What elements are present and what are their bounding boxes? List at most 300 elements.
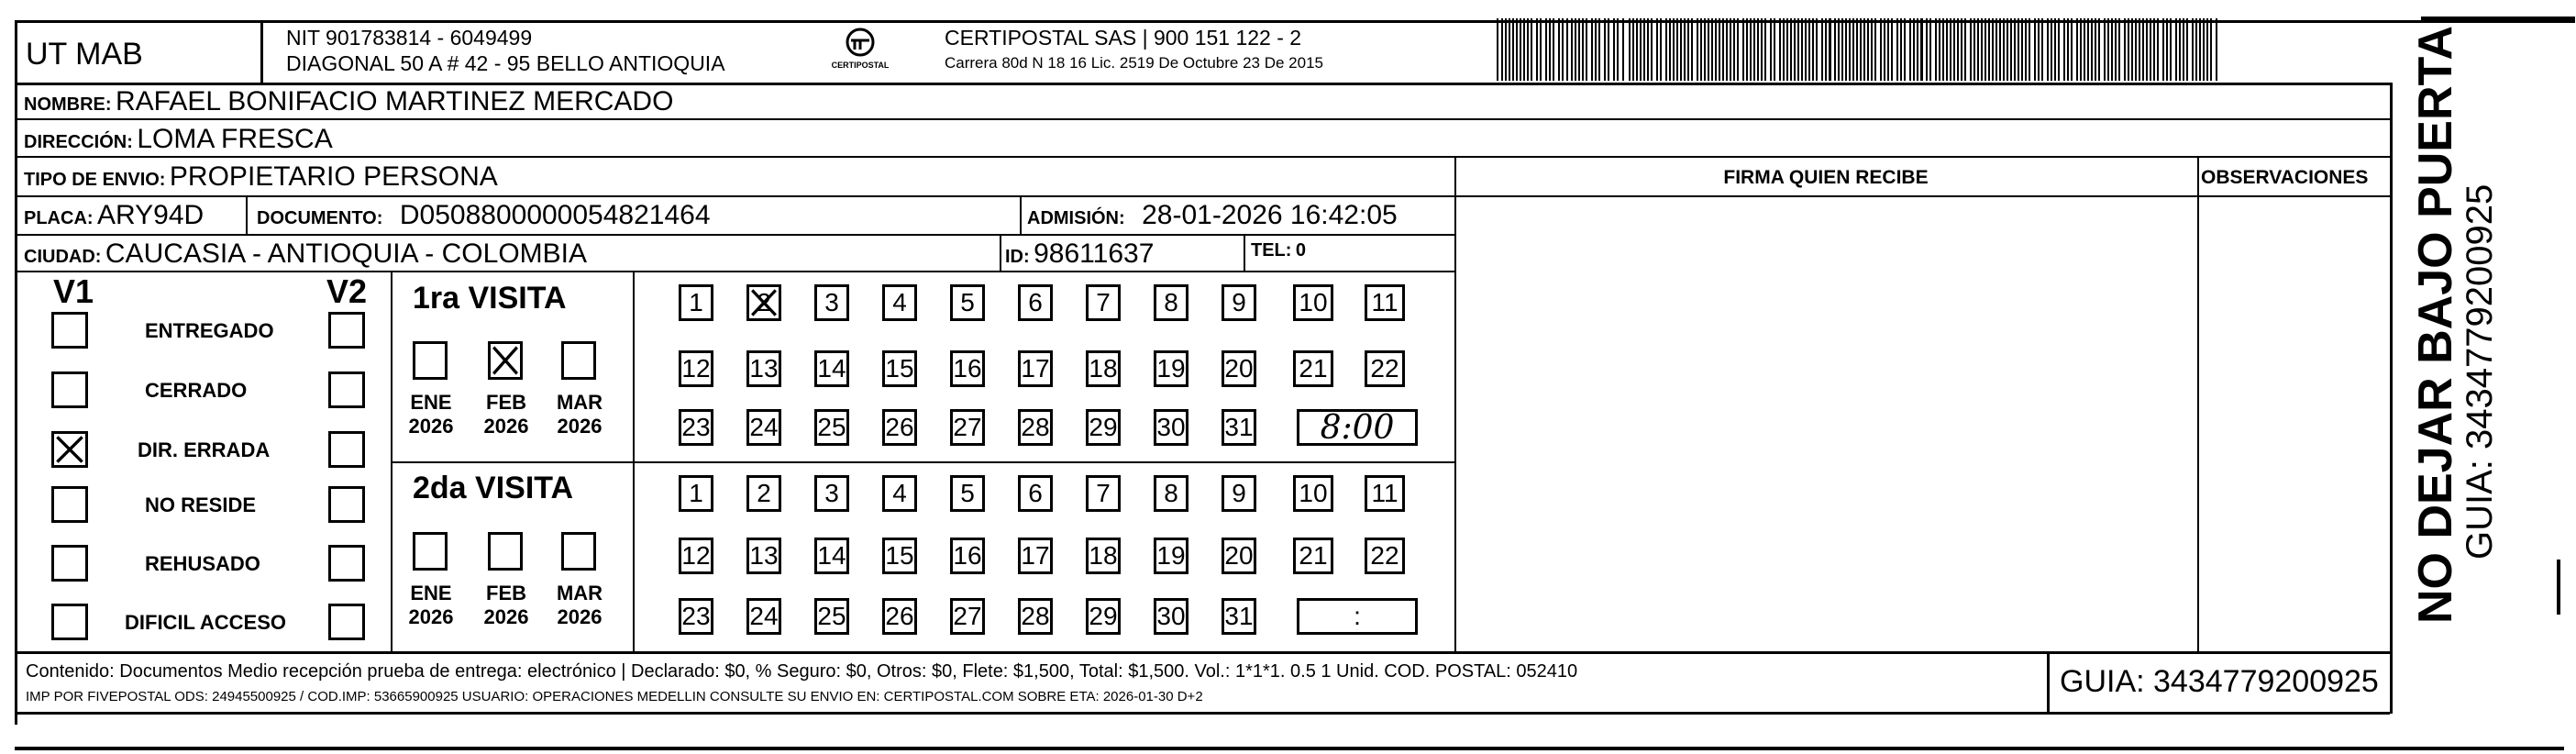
barcode-bar — [1981, 18, 1983, 81]
day-number: 29 — [1089, 602, 1118, 630]
barcode-bar — [1737, 18, 1739, 81]
barcode-bar — [1999, 18, 2001, 81]
barcode-bar — [1770, 18, 1772, 81]
edge-mark — [2557, 560, 2560, 615]
status-label: CERRADO — [145, 379, 248, 402]
certipostal-line2: Carrera 80d N 18 16 Lic. 2519 De Octubre 23 De 2015 — [945, 54, 1323, 72]
month-year: 2026 — [408, 415, 454, 438]
barcode-bar — [1891, 18, 1893, 81]
day-number: 31 — [1224, 413, 1254, 441]
barcode-bar — [2199, 18, 2201, 81]
v2-checkbox[interactable] — [328, 431, 365, 468]
barcode-bar — [2115, 18, 2117, 81]
status-label: REHUSADO — [145, 552, 260, 575]
barcode-bar — [1845, 18, 1847, 81]
barcode-bar — [1647, 18, 1649, 81]
month-year: 2026 — [408, 605, 454, 628]
barcode-bar — [1673, 18, 1675, 81]
day-number: 16 — [953, 541, 982, 570]
day-number: 4 — [892, 288, 907, 316]
day-box[interactable] — [882, 538, 917, 574]
day-box[interactable] — [679, 284, 713, 321]
day-box[interactable] — [814, 284, 849, 321]
visit2-title: 2da VISITA — [413, 471, 574, 505]
day-number: 31 — [1224, 602, 1254, 630]
day-box[interactable] — [1154, 409, 1188, 446]
barcode-bar — [2118, 18, 2120, 81]
bottom-border — [15, 747, 2564, 750]
barcode-bar — [1604, 18, 1606, 81]
day-box[interactable] — [950, 409, 985, 446]
day-number: 22 — [1370, 354, 1399, 383]
day-box[interactable] — [1086, 409, 1121, 446]
barcode-bar — [1867, 18, 1869, 81]
day-box[interactable] — [1154, 475, 1188, 512]
day-number: 20 — [1224, 354, 1254, 383]
day-box[interactable] — [1086, 284, 1121, 321]
barcode-bar — [1985, 18, 1986, 81]
day-box[interactable] — [814, 350, 849, 387]
barcode-bar — [2021, 18, 2023, 81]
month-name: MAR — [556, 391, 603, 414]
barcode-bar — [2095, 18, 2096, 81]
barcode-bar — [1540, 18, 1542, 81]
day-box[interactable] — [1293, 538, 1333, 574]
barcode-bar — [2038, 18, 2040, 81]
day-number: 13 — [749, 541, 779, 570]
barcode-bar — [1926, 18, 1928, 81]
day-box[interactable] — [882, 350, 917, 387]
day-number: 1 — [689, 288, 703, 316]
barcode-bar — [2203, 18, 2205, 81]
day-box[interactable] — [882, 598, 917, 635]
barcode-bar — [1953, 18, 1955, 81]
barcode-bar — [1909, 18, 1911, 81]
barcode-bar — [1708, 18, 1709, 81]
day-box[interactable] — [1086, 598, 1121, 635]
day-box[interactable] — [1154, 284, 1188, 321]
day-check-mark — [749, 287, 779, 318]
barcode-bar — [1595, 18, 1597, 81]
row-line-4 — [15, 234, 1454, 236]
month-year: 2026 — [557, 415, 603, 438]
v1-checkbox[interactable] — [51, 604, 88, 640]
barcode-bar — [2054, 18, 2056, 81]
barcode-bar — [1805, 18, 1807, 81]
day-box[interactable] — [1222, 350, 1256, 387]
barcode-bar — [1697, 18, 1698, 81]
barcode-bar — [2179, 18, 2181, 81]
barcode-bar — [1816, 18, 1818, 81]
barcode-bar — [1622, 18, 1624, 81]
day-box[interactable] — [1018, 598, 1053, 635]
day-box[interactable] — [1154, 598, 1188, 635]
barcode-bar — [2058, 18, 2060, 81]
day-number: 15 — [885, 541, 914, 570]
barcode-bar — [1838, 18, 1840, 81]
barcode-bar — [1715, 18, 1717, 81]
id-row — [1005, 238, 1154, 270]
day-number: 2 — [757, 288, 771, 316]
day-number: 5 — [960, 479, 975, 507]
day-box[interactable] — [1222, 598, 1256, 635]
day-number: 27 — [953, 413, 982, 441]
barcode-bar — [1797, 18, 1799, 81]
day-number: 26 — [885, 413, 914, 441]
barcode-bar — [1939, 18, 1940, 81]
barcode-bar — [2076, 18, 2078, 81]
footer-guia-divider — [2047, 651, 2050, 714]
day-box[interactable] — [950, 538, 985, 574]
barcode-bar — [1856, 18, 1858, 81]
day-box[interactable] — [1086, 350, 1121, 387]
obs-left-line — [2197, 156, 2199, 651]
day-number: 6 — [1028, 288, 1043, 316]
day-number: 15 — [885, 354, 914, 383]
status-label: NO RESIDE — [145, 493, 257, 516]
month-checkbox[interactable] — [488, 341, 523, 380]
barcode-bar — [1913, 18, 1915, 81]
day-number: 17 — [1021, 354, 1050, 383]
day-number: 3 — [824, 288, 839, 316]
barcode-bar — [1790, 18, 1792, 81]
day-number: 21 — [1299, 354, 1328, 383]
admision-row — [1027, 200, 1398, 231]
direccion-row — [24, 124, 333, 155]
barcode-bar — [1617, 18, 1619, 81]
v1-checkbox[interactable] — [51, 486, 88, 523]
v2-label: V2 — [326, 272, 368, 310]
v1-checkbox[interactable] — [51, 431, 88, 468]
barcode-bar — [2087, 18, 2089, 81]
day-number: 17 — [1021, 541, 1050, 570]
id-divider — [1000, 234, 1001, 271]
day-box[interactable] — [882, 409, 917, 446]
day-box[interactable] — [1018, 284, 1053, 321]
barcode-bar — [1920, 18, 1923, 81]
barcode-bar — [1687, 18, 1689, 81]
barcode-bar — [2216, 18, 2217, 81]
barcode-bar — [1582, 18, 1584, 81]
day-number: 24 — [749, 602, 779, 630]
day-box[interactable] — [1222, 475, 1256, 512]
barcode-bar — [2029, 18, 2030, 81]
day-number: 5 — [960, 288, 975, 316]
admision-label: ADMISIÓN: — [1027, 208, 1125, 228]
barcode-bar — [1992, 18, 1994, 81]
v2-checkbox[interactable] — [328, 312, 365, 349]
barcode-bar — [2157, 18, 2159, 81]
row-line-2 — [15, 156, 2390, 158]
barcode-bar — [1640, 18, 1642, 81]
barcode-bar — [1801, 18, 1803, 81]
barcode-bar — [2063, 18, 2065, 81]
day-box[interactable] — [1222, 284, 1256, 321]
time-value: 8:00 — [1320, 408, 1395, 447]
day-box[interactable] — [1018, 409, 1053, 446]
tipo-value: PROPIETARIO PERSONA — [169, 161, 498, 192]
day-box[interactable] — [679, 598, 713, 635]
day-number: 11 — [1371, 479, 1399, 507]
barcode-bar — [1834, 18, 1836, 81]
time-box[interactable] — [1297, 598, 1418, 635]
admision-value: 28-01-2026 16:42:05 — [1142, 200, 1398, 230]
day-number: 19 — [1156, 354, 1186, 383]
barcode-bar — [1733, 18, 1735, 81]
ciudad-row — [24, 238, 587, 270]
barcode-bar — [1812, 18, 1814, 81]
tipo-label: TIPO DE ENVIO: — [24, 170, 166, 190]
barcode-bar — [1730, 18, 1731, 81]
day-number: 28 — [1021, 413, 1050, 441]
day-box[interactable] — [746, 409, 781, 446]
barcode-bar — [2047, 18, 2049, 81]
nit-text: NIT 901783814 - 6049499 — [286, 26, 533, 50]
barcode-bar — [1852, 18, 1854, 81]
barcode-bar — [1942, 18, 1944, 81]
barcode-bar — [1726, 18, 1728, 81]
documento-row — [257, 200, 711, 231]
barcode-bar — [1656, 18, 1658, 81]
barcode-bar — [1680, 18, 1682, 81]
day-number: 14 — [817, 354, 846, 383]
barcode-bar — [1505, 18, 1507, 81]
barcode-bar — [1950, 18, 1951, 81]
barcode-bar — [1591, 18, 1593, 81]
barcode-bar — [1794, 18, 1796, 81]
barcode-bar — [1636, 18, 1638, 81]
barcode-bar — [1516, 18, 1518, 81]
v2-checkbox[interactable] — [328, 604, 365, 640]
barcode-bar — [2206, 18, 2208, 81]
admision-divider — [1020, 195, 1022, 234]
barcode-bar — [2080, 18, 2082, 81]
day-box[interactable] — [679, 350, 713, 387]
barcode-bar — [1553, 18, 1554, 81]
day-box[interactable] — [679, 538, 713, 574]
address-text: DIAGONAL 50 A # 42 - 95 BELLO ANTIOQUIA — [286, 51, 725, 75]
placa-row — [24, 200, 204, 231]
barcode-bar — [1884, 18, 1885, 81]
footer-bottom-line — [15, 712, 2390, 715]
day-box[interactable] — [746, 598, 781, 635]
barcode-bar — [2091, 18, 2093, 81]
barcode-bar — [2192, 18, 2194, 81]
day-box[interactable] — [1293, 350, 1333, 387]
barcode-bar — [2150, 18, 2151, 81]
barcode-bar — [1825, 18, 1827, 81]
day-box[interactable] — [814, 475, 849, 512]
day-number: 16 — [953, 354, 982, 383]
barcode-bar — [1849, 18, 1851, 81]
month-checkbox[interactable] — [488, 532, 523, 571]
day-box[interactable] — [1018, 538, 1053, 574]
barcode-bar — [1935, 18, 1937, 81]
day-number: 7 — [1096, 288, 1111, 316]
v1-checkbox[interactable] — [51, 312, 88, 349]
day-number: 20 — [1224, 541, 1254, 570]
v2-checkbox[interactable] — [328, 371, 365, 408]
barcode-bar — [1700, 18, 1702, 81]
day-box[interactable] — [679, 475, 713, 512]
day-box[interactable] — [1365, 284, 1405, 321]
time-box[interactable] — [1297, 409, 1418, 446]
day-box[interactable] — [1293, 284, 1333, 321]
side-guia: GUIA: 3434779200925 — [2460, 183, 2500, 560]
day-box[interactable] — [1222, 538, 1256, 574]
month-checkbox[interactable] — [413, 341, 448, 380]
day-number: 13 — [749, 354, 779, 383]
v2-checkbox[interactable] — [328, 486, 365, 523]
barcode-bar — [1562, 18, 1564, 81]
month-checkbox[interactable] — [561, 532, 596, 571]
barcode — [1497, 18, 2221, 81]
day-number: 9 — [1232, 479, 1246, 507]
header-bottom-line — [15, 83, 2390, 85]
left-border — [15, 20, 17, 725]
day-box[interactable] — [1154, 350, 1188, 387]
barcode-bar — [2034, 18, 2036, 81]
barcode-bar — [1665, 18, 1667, 81]
barcode-bar — [1575, 18, 1576, 81]
day-box[interactable] — [679, 409, 713, 446]
barcode-bar — [2131, 18, 2133, 81]
barcode-bar — [1887, 18, 1889, 81]
day-box[interactable] — [1365, 538, 1405, 574]
day-box[interactable] — [814, 409, 849, 446]
barcode-bar — [1841, 18, 1843, 81]
nombre-value: RAFAEL BONIFACIO MARTINEZ MERCADO — [116, 86, 674, 116]
barcode-bar — [1860, 18, 1862, 81]
day-number: 28 — [1021, 602, 1050, 630]
day-box[interactable] — [746, 538, 781, 574]
barcode-bar — [1874, 18, 1876, 81]
day-box[interactable] — [1222, 409, 1256, 446]
v1-checkbox[interactable] — [51, 371, 88, 408]
v1-checkbox[interactable] — [51, 545, 88, 582]
barcode-bar — [1676, 18, 1678, 81]
time-value: : — [1354, 602, 1361, 630]
day-number: 21 — [1299, 541, 1328, 570]
barcode-bar — [1536, 18, 1538, 81]
barcode-bar — [1608, 18, 1609, 81]
day-box[interactable] — [1365, 475, 1405, 512]
day-box[interactable] — [746, 350, 781, 387]
barcode-bar — [1946, 18, 1948, 81]
certipostal-logo — [824, 26, 897, 75]
barcode-bar — [1863, 18, 1865, 81]
barcode-bar — [2146, 18, 2148, 81]
day-box[interactable] — [1018, 475, 1053, 512]
day-box[interactable] — [950, 475, 985, 512]
barcode-bar — [1566, 18, 1568, 81]
barcode-bar — [1558, 18, 1560, 81]
barcode-bar — [2014, 18, 2016, 81]
month-name: FEB — [486, 582, 526, 604]
day-number: 30 — [1156, 602, 1186, 630]
tel-value: 0 — [1295, 240, 1307, 261]
barcode-bar — [1598, 18, 1600, 81]
barcode-bar — [2142, 18, 2144, 81]
day-box[interactable] — [1086, 475, 1121, 512]
barcode-bar — [2025, 18, 2027, 81]
day-box[interactable] — [1086, 538, 1121, 574]
day-box[interactable] — [746, 475, 781, 512]
barcode-bar — [2111, 18, 2113, 81]
day-number: 4 — [892, 479, 907, 507]
barcode-bar — [1753, 18, 1755, 81]
row-line-5 — [15, 271, 1454, 272]
day-box[interactable] — [814, 538, 849, 574]
barcode-bar — [1988, 18, 1990, 81]
day-box[interactable] — [882, 284, 917, 321]
day-number: 9 — [1232, 288, 1246, 316]
day-number: 10 — [1299, 288, 1328, 316]
main-right-border — [2390, 83, 2393, 714]
barcode-bar — [2186, 18, 2188, 81]
footer-guia: GUIA: 3434779200925 — [2060, 664, 2379, 699]
day-box[interactable] — [1365, 350, 1405, 387]
day-box[interactable] — [882, 475, 917, 512]
barcode-bar — [1497, 18, 1498, 81]
footer-line2: IMP POR FIVEPOSTAL ODS: 24945500925 / COD.IMP: 53665900925 USUARIO: OPERACIONES MEDELLIN CONSULTE SU ENVIO EN: CERTIPOSTAL.COM SOBRE ETA: 2026-01-30 D+2 — [26, 689, 1203, 704]
day-box[interactable] — [1018, 350, 1053, 387]
status-label: DIFICIL ACCESO — [125, 611, 287, 634]
barcode-bar — [1961, 18, 1962, 81]
barcode-bar — [2153, 18, 2155, 81]
day-box[interactable] — [1154, 538, 1188, 574]
tel-label: TEL: — [1251, 240, 1292, 261]
barcode-bar — [1977, 18, 1979, 81]
barcode-bar — [1964, 18, 1966, 81]
barcode-bar — [1896, 18, 1898, 81]
day-box[interactable] — [814, 598, 849, 635]
barcode-bar — [1746, 18, 1748, 81]
ciudad-value: CAUCASIA - ANTIOQUIA - COLOMBIA — [105, 238, 587, 269]
day-number: 22 — [1370, 541, 1399, 570]
barcode-bar — [1750, 18, 1752, 81]
day-number: 26 — [885, 602, 914, 630]
day-box[interactable] — [950, 350, 985, 387]
day-box[interactable] — [950, 284, 985, 321]
barcode-bar — [2170, 18, 2172, 81]
day-number: 23 — [681, 413, 711, 441]
day-number: 18 — [1089, 541, 1118, 570]
day-number: 12 — [681, 541, 711, 570]
month-checkbox[interactable] — [413, 532, 448, 571]
placa-value: ARY94D — [97, 200, 205, 230]
barcode-bar — [2210, 18, 2212, 81]
day-box[interactable] — [746, 284, 781, 321]
month-name: FEB — [486, 391, 526, 414]
documento-label: DOCUMENTO: — [257, 208, 383, 228]
day-number: 11 — [1371, 288, 1399, 316]
v2-checkbox[interactable] — [328, 545, 365, 582]
id-label: ID: — [1005, 247, 1030, 267]
month-checkbox[interactable] — [561, 341, 596, 380]
barcode-bar — [2107, 18, 2109, 81]
barcode-bar — [1764, 18, 1766, 81]
day-box[interactable] — [950, 598, 985, 635]
day-box[interactable] — [1293, 475, 1333, 512]
day-number: 29 — [1089, 413, 1118, 441]
day-number: 7 — [1096, 479, 1111, 507]
barcode-bar — [1757, 18, 1759, 81]
barcode-bar — [1761, 18, 1763, 81]
barcode-bar — [1523, 18, 1525, 81]
barcode-bar — [2051, 18, 2052, 81]
barcode-bar — [1929, 18, 1931, 81]
